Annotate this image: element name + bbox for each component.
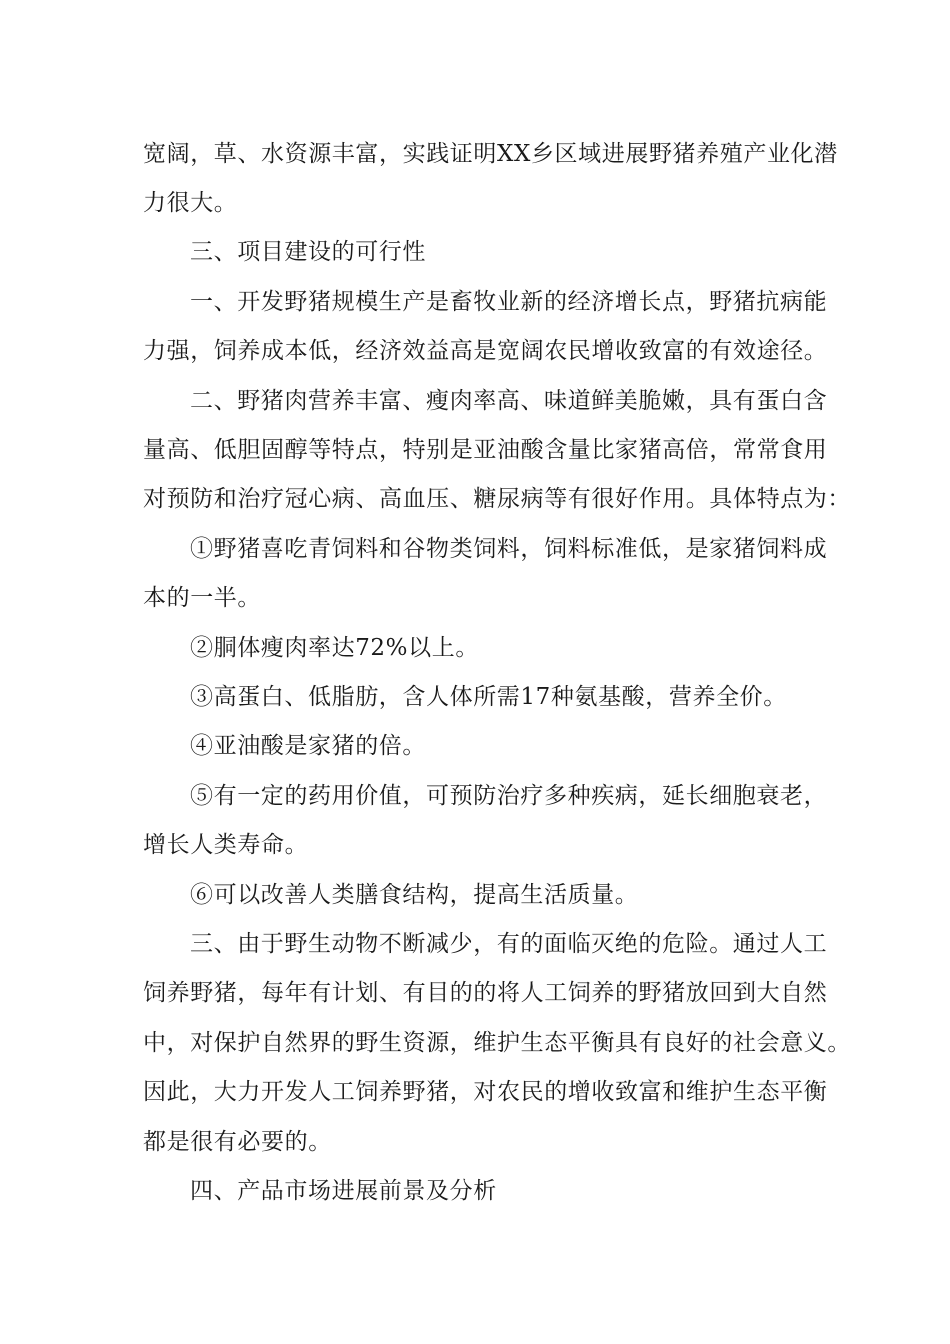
text-line: 增长人类寿命。 bbox=[143, 832, 309, 858]
list-item: ⑤有一定的药用价值，可预防治疗多种疾病，延长细胞衰老， bbox=[190, 783, 828, 809]
text-line: 量高、低胆固醇等特点，特别是亚油酸含量比家猪高倍，常常食用 bbox=[143, 437, 828, 463]
list-item: ④亚油酸是家猪的倍。 bbox=[190, 733, 426, 759]
text-line: 因此，大力开发人工饲养野猪，对农民的增收致富和维护生态平衡 bbox=[143, 1079, 828, 1105]
text-line: 力很大。 bbox=[143, 190, 238, 216]
text-line: 饲养野猪，每年有计划、有目的的将人工饲养的野猪放回到大自然 bbox=[143, 980, 828, 1006]
paragraph-start: 二、野猪肉营养丰富、瘦肉率高、味道鲜美脆嫩，具有蛋白含 bbox=[190, 388, 828, 414]
section-heading: 四、产品市场进展前景及分析 bbox=[190, 1178, 497, 1204]
text-line: 中，对保护自然界的野生资源，维护生态平衡具有良好的社会意义。 bbox=[143, 1030, 851, 1056]
text-line: 力强，饲养成本低，经济效益高是宽阔农民增收致富的有效途径。 bbox=[143, 338, 828, 364]
text-line: 都是很有必要的。 bbox=[143, 1129, 332, 1155]
section-heading: 三、项目建设的可行性 bbox=[190, 239, 426, 265]
paragraph-start: 三、由于野生动物不断减少，有的面临灭绝的危险。通过人工 bbox=[190, 931, 828, 957]
list-item: ②胴体瘦肉率达72%以上。 bbox=[190, 635, 479, 661]
list-item: ③高蛋白、低脂肪，含人体所需17种氨基酸，营养全价。 bbox=[190, 684, 787, 710]
list-item: ①野猪喜吃青饲料和谷物类饲料，饲料标准低，是家猪饲料成 bbox=[190, 536, 828, 562]
paragraph-start: 一、开发野猪规模生产是畜牧业新的经济增长点，野猪抗病能 bbox=[190, 289, 828, 315]
text-line: 对预防和治疗冠心病、高血压、糖尿病等有很好作用。具体特点为： bbox=[143, 486, 851, 512]
text-line: 宽阔，草、水资源丰富，实践证明XX乡区域进展野猪养殖产业化潜 bbox=[143, 141, 838, 167]
list-item: ⑥可以改善人类膳食结构，提高生活质量。 bbox=[190, 882, 639, 908]
text-line: 本的一半。 bbox=[143, 585, 261, 611]
